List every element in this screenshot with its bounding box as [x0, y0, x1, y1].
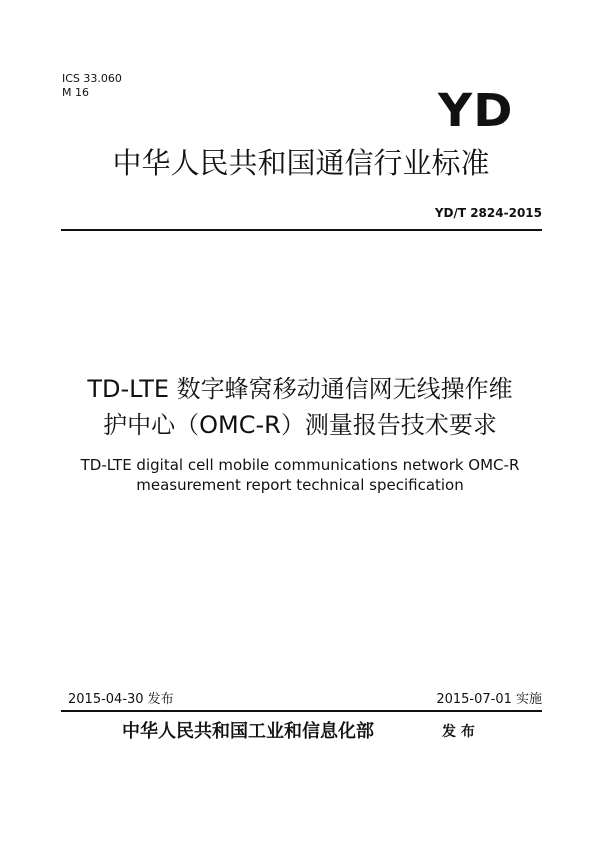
english-title-line-1: TD-LTE digital cell mobile communications network OMC-R	[80, 456, 520, 474]
issuing-authority: 中华人民共和国工业和信息化部	[122, 721, 374, 742]
issue-label: 发 布	[442, 724, 475, 740]
ics-code: ICS 33.060	[62, 72, 122, 85]
standard-category-title: 中华人民共和国通信行业标准	[112, 146, 490, 180]
chinese-title-line-1: TD-LTE 数字蜂窝移动通信网无线操作维	[87, 375, 513, 403]
yd-logo: YD	[438, 84, 514, 137]
standard-number: YD/T 2824-2015	[434, 206, 542, 220]
top-divider	[61, 229, 542, 231]
english-title-line-2: measurement report technical specification	[136, 476, 464, 494]
chinese-title-line-2: 护中心（OMC-R）测量报告技术要求	[103, 411, 497, 439]
publication-date: 2015-04-30 发布	[68, 692, 174, 707]
bottom-divider	[61, 710, 542, 712]
implementation-date: 2015-07-01 实施	[436, 692, 542, 707]
classification-code: M 16	[62, 86, 89, 99]
